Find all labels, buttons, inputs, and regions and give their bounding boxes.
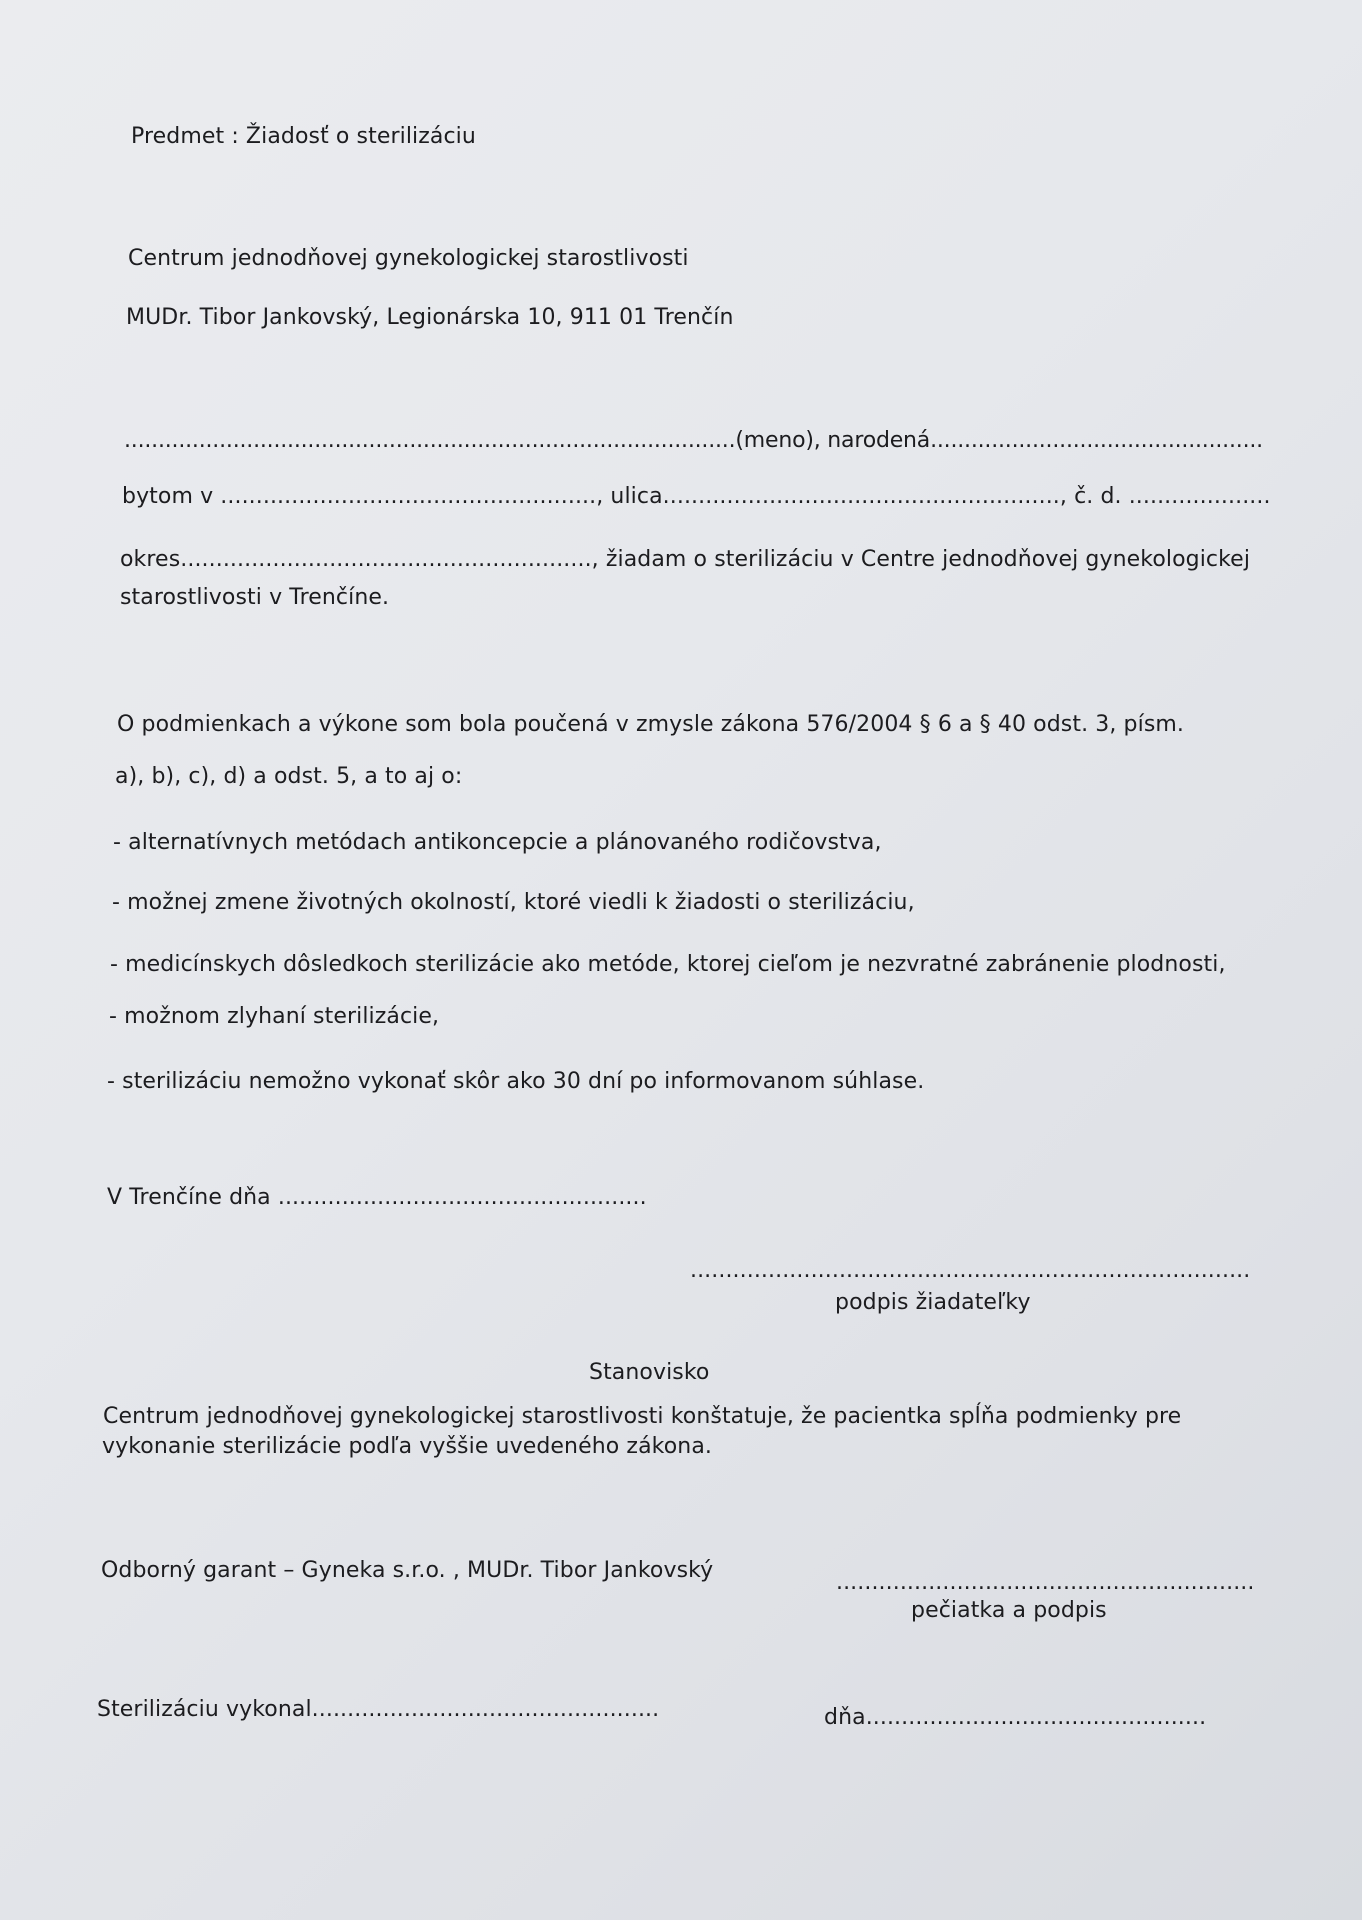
- place-date-field: V Trenčíne dňa ....................................................: [107, 1185, 647, 1210]
- applicant-district-field: okres.........................................................., žiadam o sterilizáciu v Centre jednodňovej gynekologickej: [120, 547, 1251, 572]
- applicant-address-field: bytom v ....................................................., ulica........................................................, č. d. ....................: [122, 484, 1271, 509]
- opinion-text: Centrum jednodňovej gynekologickej starostlivosti konštatuje, že pacientka spĺňa podmienky pre: [103, 1404, 1182, 1429]
- information-intro: O podmienkach a výkone som bola poučená v zmysle zákona 576/2004 § 6 a § 40 odst. 3, písm.: [117, 712, 1185, 737]
- subject-line: Predmet : Žiadosť o sterilizáciu: [131, 124, 476, 149]
- information-item: - medicínskych dôsledkoch sterilizácie ako metóde, ktorej cieľom je nezvratné zabránenie plodnosti,: [110, 952, 1226, 977]
- applicant-signature-line: ...............................................................................: [690, 1258, 1251, 1283]
- information-item: - alternatívnych metódach antikoncepcie a plánovaného rodičovstva,: [113, 830, 882, 855]
- information-item: - sterilizáciu nemožno vykonať skôr ako 30 dní po informovanom súhlase.: [107, 1069, 925, 1094]
- opinion-title: Stanovisko: [589, 1360, 710, 1385]
- performed-by-field: Sterilizáciu vykonal.................................................: [97, 1697, 660, 1722]
- stamp-signature-label: pečiatka a podpis: [911, 1598, 1107, 1623]
- applicant-district-continuation: starostlivosti v Trenčíne.: [120, 585, 390, 610]
- applicant-name-field: ..........................................................................................(meno), narodená.................................................: [124, 428, 1263, 453]
- information-item: - možnej zmene životných okolností, ktoré viedli k žiadosti o sterilizáciu,: [112, 890, 915, 915]
- opinion-text-continuation: vykonanie sterilizácie podľa vyššie uvedeného zákona.: [102, 1434, 712, 1459]
- clinic-address: MUDr. Tibor Jankovský, Legionárska 10, 911 01 Trenčín: [126, 305, 734, 330]
- information-item: - možnom zlyhaní sterilizácie,: [109, 1004, 440, 1029]
- information-intro-continuation: a), b), c), d) a odst. 5, a to aj o:: [115, 764, 463, 789]
- performed-date-field: dňa................................................: [824, 1705, 1207, 1730]
- guarantor-text: Odborný garant – Gyneka s.r.o. , MUDr. Tibor Jankovský: [101, 1558, 714, 1583]
- clinic-name: Centrum jednodňovej gynekologickej starostlivosti: [128, 246, 689, 271]
- guarantor-signature-line: ...........................................................: [836, 1570, 1255, 1595]
- applicant-signature-label: podpis žiadateľky: [835, 1290, 1031, 1315]
